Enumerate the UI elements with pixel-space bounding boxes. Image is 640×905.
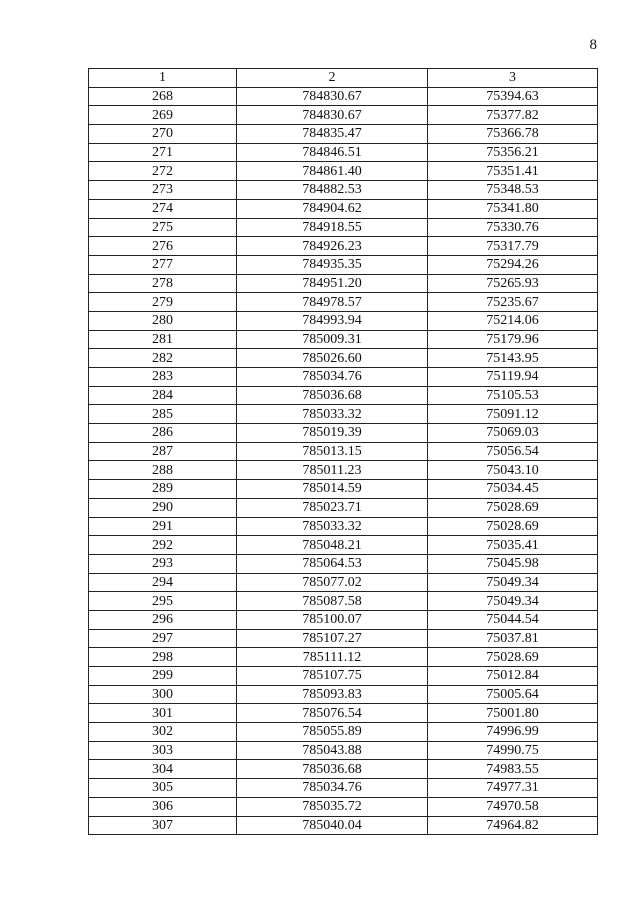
column-header-1: 1 <box>89 69 237 88</box>
x-coordinate-cell: 785034.76 <box>237 779 428 798</box>
x-coordinate-cell: 785033.32 <box>237 405 428 424</box>
point-number-cell: 295 <box>89 592 237 611</box>
y-coordinate-cell: 75348.53 <box>428 181 598 200</box>
x-coordinate-cell: 784993.94 <box>237 311 428 330</box>
y-coordinate-cell: 75056.54 <box>428 442 598 461</box>
y-coordinate-cell: 74983.55 <box>428 760 598 779</box>
point-number-cell: 302 <box>89 723 237 742</box>
point-number-cell: 281 <box>89 330 237 349</box>
point-number-cell: 286 <box>89 424 237 443</box>
y-coordinate-cell: 75012.84 <box>428 667 598 686</box>
point-number-cell: 287 <box>89 442 237 461</box>
x-coordinate-cell: 785026.60 <box>237 349 428 368</box>
y-coordinate-cell: 75330.76 <box>428 218 598 237</box>
column-header-2: 2 <box>237 69 428 88</box>
table-row <box>89 368 598 387</box>
point-number-cell: 298 <box>89 648 237 667</box>
table-row <box>89 162 598 181</box>
point-number-cell: 275 <box>89 218 237 237</box>
x-coordinate-cell: 785107.75 <box>237 667 428 686</box>
point-number-cell: 306 <box>89 797 237 816</box>
table-row <box>89 723 598 742</box>
y-coordinate-cell: 75043.10 <box>428 461 598 480</box>
table-row <box>89 536 598 555</box>
x-coordinate-cell: 785100.07 <box>237 610 428 629</box>
point-number-cell: 280 <box>89 311 237 330</box>
x-coordinate-cell: 784978.57 <box>237 293 428 312</box>
x-coordinate-cell: 785014.59 <box>237 480 428 499</box>
y-coordinate-cell: 75001.80 <box>428 704 598 723</box>
y-coordinate-cell: 75034.45 <box>428 480 598 499</box>
table-row <box>89 255 598 274</box>
y-coordinate-cell: 75069.03 <box>428 424 598 443</box>
y-coordinate-cell: 75394.63 <box>428 87 598 106</box>
table-row <box>89 704 598 723</box>
table-row <box>89 816 598 835</box>
point-number-cell: 269 <box>89 106 237 125</box>
table-row <box>89 573 598 592</box>
table-row <box>89 218 598 237</box>
table-row <box>89 741 598 760</box>
y-coordinate-cell: 74970.58 <box>428 797 598 816</box>
point-number-cell: 277 <box>89 255 237 274</box>
x-coordinate-cell: 785033.32 <box>237 517 428 536</box>
y-coordinate-cell: 75028.69 <box>428 498 598 517</box>
x-coordinate-cell: 785093.83 <box>237 685 428 704</box>
y-coordinate-cell: 75119.94 <box>428 368 598 387</box>
table-row <box>89 311 598 330</box>
table-row <box>89 461 598 480</box>
point-number-cell: 285 <box>89 405 237 424</box>
y-coordinate-cell: 75049.34 <box>428 592 598 611</box>
y-coordinate-cell: 75179.96 <box>428 330 598 349</box>
x-coordinate-cell: 785077.02 <box>237 573 428 592</box>
point-number-cell: 304 <box>89 760 237 779</box>
table-row <box>89 517 598 536</box>
x-coordinate-cell: 784882.53 <box>237 181 428 200</box>
table-row <box>89 274 598 293</box>
x-coordinate-cell: 785023.71 <box>237 498 428 517</box>
y-coordinate-cell: 75356.21 <box>428 143 598 162</box>
point-number-cell: 276 <box>89 237 237 256</box>
point-number-cell: 296 <box>89 610 237 629</box>
table-body <box>89 87 598 835</box>
point-number-cell: 271 <box>89 143 237 162</box>
y-coordinate-cell: 74964.82 <box>428 816 598 835</box>
x-coordinate-cell: 784835.47 <box>237 125 428 144</box>
x-coordinate-cell: 785011.23 <box>237 461 428 480</box>
point-number-cell: 294 <box>89 573 237 592</box>
y-coordinate-cell: 75377.82 <box>428 106 598 125</box>
x-coordinate-cell: 784935.35 <box>237 255 428 274</box>
x-coordinate-cell: 785048.21 <box>237 536 428 555</box>
point-number-cell: 300 <box>89 685 237 704</box>
x-coordinate-cell: 784830.67 <box>237 87 428 106</box>
point-number-cell: 303 <box>89 741 237 760</box>
table-row <box>89 442 598 461</box>
point-number-cell: 272 <box>89 162 237 181</box>
y-coordinate-cell: 75049.34 <box>428 573 598 592</box>
table-row <box>89 554 598 573</box>
point-number-cell: 291 <box>89 517 237 536</box>
table-row <box>89 797 598 816</box>
y-coordinate-cell: 75214.06 <box>428 311 598 330</box>
table-row <box>89 87 598 106</box>
point-number-cell: 293 <box>89 554 237 573</box>
point-number-cell: 288 <box>89 461 237 480</box>
y-coordinate-cell: 75366.78 <box>428 125 598 144</box>
y-coordinate-cell: 75341.80 <box>428 199 598 218</box>
x-coordinate-cell: 785111.12 <box>237 648 428 667</box>
x-coordinate-cell: 785034.76 <box>237 368 428 387</box>
coordinates-table <box>88 68 598 835</box>
table-row <box>89 480 598 499</box>
table-row <box>89 629 598 648</box>
y-coordinate-cell: 75005.64 <box>428 685 598 704</box>
page-number: 8 <box>589 37 597 53</box>
table-row <box>89 498 598 517</box>
y-coordinate-cell: 75037.81 <box>428 629 598 648</box>
table-row <box>89 125 598 144</box>
point-number-cell: 282 <box>89 349 237 368</box>
x-coordinate-cell: 785064.53 <box>237 554 428 573</box>
point-number-cell: 278 <box>89 274 237 293</box>
y-coordinate-cell: 75351.41 <box>428 162 598 181</box>
table-row <box>89 199 598 218</box>
x-coordinate-cell: 784918.55 <box>237 218 428 237</box>
table-header-row <box>89 69 598 88</box>
x-coordinate-cell: 785009.31 <box>237 330 428 349</box>
point-number-cell: 274 <box>89 199 237 218</box>
y-coordinate-cell: 75091.12 <box>428 405 598 424</box>
x-coordinate-cell: 784861.40 <box>237 162 428 181</box>
x-coordinate-cell: 784846.51 <box>237 143 428 162</box>
y-coordinate-cell: 75143.95 <box>428 349 598 368</box>
point-number-cell: 284 <box>89 386 237 405</box>
y-coordinate-cell: 74990.75 <box>428 741 598 760</box>
table-row <box>89 106 598 125</box>
y-coordinate-cell: 75294.26 <box>428 255 598 274</box>
x-coordinate-cell: 784951.20 <box>237 274 428 293</box>
point-number-cell: 297 <box>89 629 237 648</box>
table-row <box>89 685 598 704</box>
y-coordinate-cell: 75044.54 <box>428 610 598 629</box>
x-coordinate-cell: 784926.23 <box>237 237 428 256</box>
point-number-cell: 279 <box>89 293 237 312</box>
y-coordinate-cell: 75105.53 <box>428 386 598 405</box>
table-row <box>89 667 598 686</box>
table-row <box>89 386 598 405</box>
table-row <box>89 349 598 368</box>
point-number-cell: 270 <box>89 125 237 144</box>
y-coordinate-cell: 75045.98 <box>428 554 598 573</box>
y-coordinate-cell: 75028.69 <box>428 648 598 667</box>
x-coordinate-cell: 785035.72 <box>237 797 428 816</box>
point-number-cell: 283 <box>89 368 237 387</box>
y-coordinate-cell: 74996.99 <box>428 723 598 742</box>
x-coordinate-cell: 785107.27 <box>237 629 428 648</box>
table-row <box>89 330 598 349</box>
table-row <box>89 648 598 667</box>
x-coordinate-cell: 785076.54 <box>237 704 428 723</box>
table-row <box>89 424 598 443</box>
y-coordinate-cell: 75035.41 <box>428 536 598 555</box>
point-number-cell: 305 <box>89 779 237 798</box>
y-coordinate-cell: 75317.79 <box>428 237 598 256</box>
x-coordinate-cell: 785040.04 <box>237 816 428 835</box>
point-number-cell: 289 <box>89 480 237 499</box>
table-row <box>89 405 598 424</box>
point-number-cell: 292 <box>89 536 237 555</box>
table-row <box>89 592 598 611</box>
table-row <box>89 237 598 256</box>
x-coordinate-cell: 784904.62 <box>237 199 428 218</box>
table-row <box>89 760 598 779</box>
point-number-cell: 299 <box>89 667 237 686</box>
y-coordinate-cell: 75235.67 <box>428 293 598 312</box>
point-number-cell: 268 <box>89 87 237 106</box>
x-coordinate-cell: 785019.39 <box>237 424 428 443</box>
point-number-cell: 301 <box>89 704 237 723</box>
x-coordinate-cell: 785043.88 <box>237 741 428 760</box>
x-coordinate-cell: 785036.68 <box>237 386 428 405</box>
point-number-cell: 273 <box>89 181 237 200</box>
y-coordinate-cell: 75265.93 <box>428 274 598 293</box>
y-coordinate-cell: 74977.31 <box>428 779 598 798</box>
table-row <box>89 293 598 312</box>
x-coordinate-cell: 785087.58 <box>237 592 428 611</box>
point-number-cell: 290 <box>89 498 237 517</box>
x-coordinate-cell: 785013.15 <box>237 442 428 461</box>
table-row <box>89 779 598 798</box>
table-row <box>89 143 598 162</box>
column-header-3: 3 <box>428 69 598 88</box>
table-row <box>89 610 598 629</box>
x-coordinate-cell: 785055.89 <box>237 723 428 742</box>
x-coordinate-cell: 785036.68 <box>237 760 428 779</box>
table-row <box>89 181 598 200</box>
y-coordinate-cell: 75028.69 <box>428 517 598 536</box>
x-coordinate-cell: 784830.67 <box>237 106 428 125</box>
point-number-cell: 307 <box>89 816 237 835</box>
